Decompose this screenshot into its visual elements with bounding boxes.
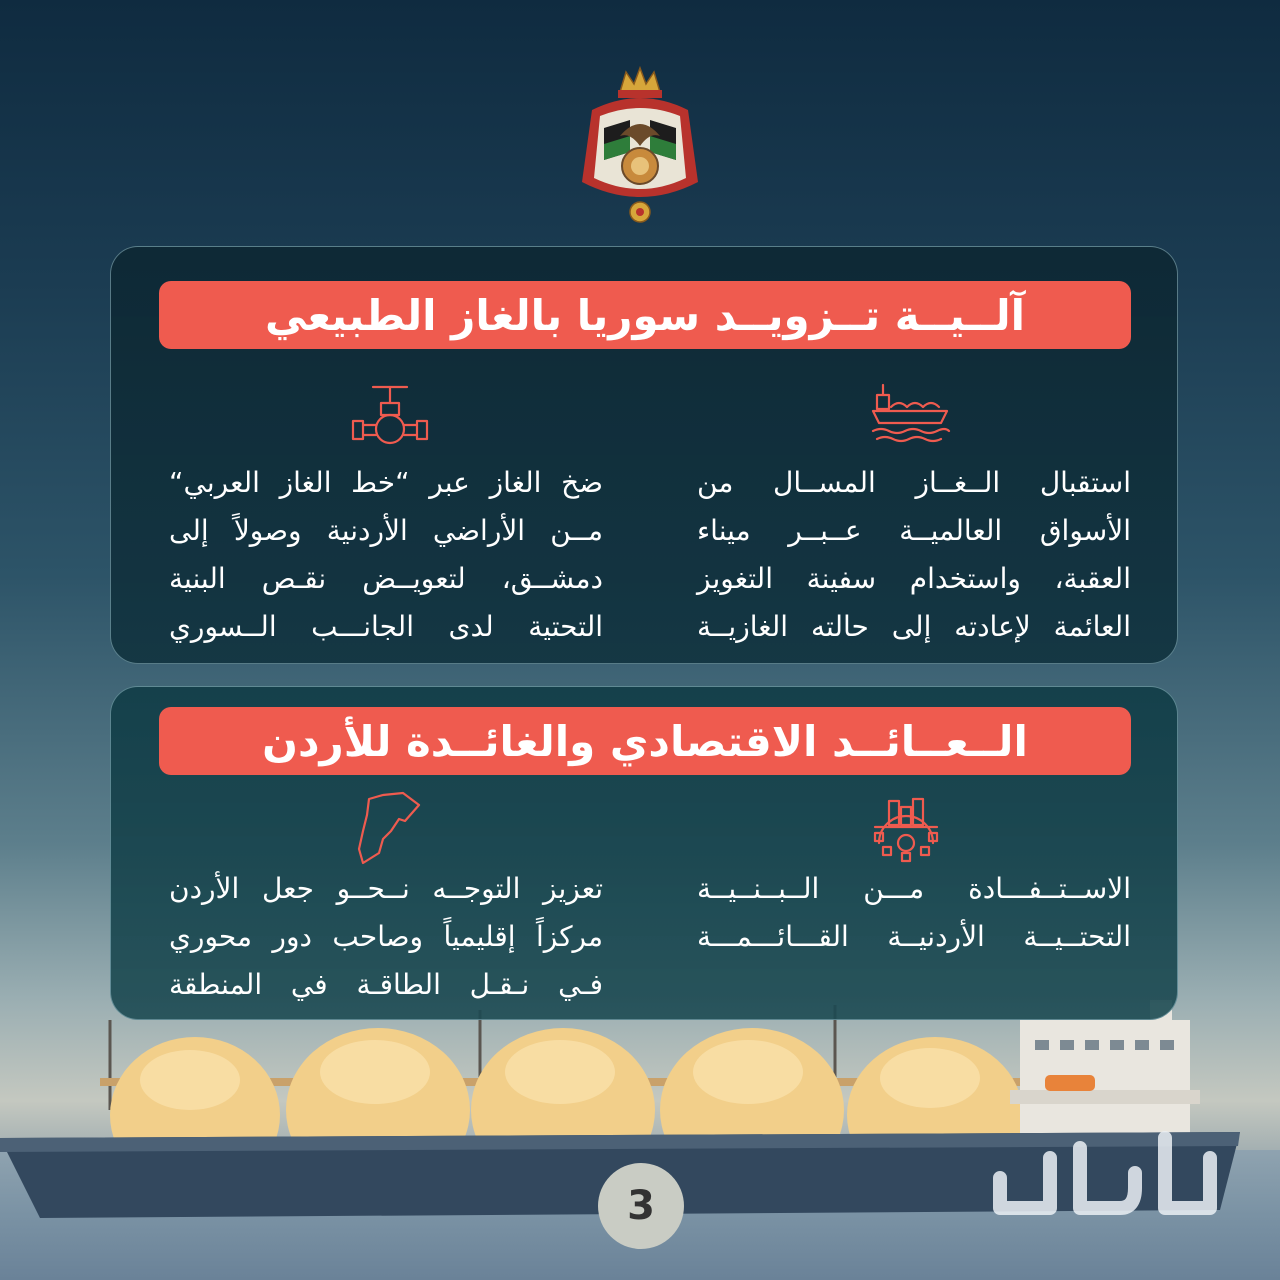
text-line: فـي نـقـل الطاقـة في المنطقة xyxy=(169,968,603,1001)
text-line: الأسواق العالميــة عــبــر ميناء xyxy=(697,514,1131,547)
text-line: مــن الأراضي الأردنية وصولاً إلى xyxy=(169,514,603,547)
text-line: ضخ الغاز عبر “خط الغاز العربي“ xyxy=(169,466,603,499)
pipeline-valve-icon xyxy=(349,381,431,447)
section-title: آلــيــة تــزويــد سوريا بالغاز الطبيعي xyxy=(264,290,1026,340)
jordan-map-icon xyxy=(353,791,425,865)
text-line: تعزيز التوجــه نــحــو جعل الأردن xyxy=(169,872,603,905)
text-line: مركزاً إقليمياً وصاحب دور محوري xyxy=(169,920,603,953)
text-line: التحتــيــة الأردنيــة القـــائـــمـــة xyxy=(697,920,1131,953)
text-line: التحتية لدى الجانـــب الــسوري xyxy=(169,610,603,643)
lng-ship-icon xyxy=(869,381,951,443)
infrastructure-gear-icon xyxy=(871,797,941,863)
regional-hub-text xyxy=(169,865,603,1009)
text-line: استقبال الــغــاز المســال من xyxy=(697,466,1131,499)
section-title: الــعــائــد الاقتصادي والغائــدة للأردن xyxy=(262,716,1028,766)
economic-benefit-panel xyxy=(110,686,1178,1020)
text-line: الاســتــفـــادة مـــن الــبــنــيــة xyxy=(697,872,1131,905)
news-agency-logo xyxy=(980,1118,1230,1228)
text-line: العائمة لإعادته إلى حالته الغازيــة xyxy=(697,610,1131,643)
jordan-coat-of-arms-icon xyxy=(570,62,710,234)
section-title-bar xyxy=(159,707,1131,775)
pipeline-text xyxy=(169,459,603,651)
supply-mechanism-panel xyxy=(110,246,1178,664)
page-number-badge xyxy=(598,1163,684,1249)
infrastructure-benefit-text xyxy=(697,865,1131,961)
section-title-bar xyxy=(159,281,1131,349)
text-line: العقبة، واستخدام سفينة التغويز xyxy=(697,562,1131,595)
text-line: دمشــق، لتعويــض نقـص البنية xyxy=(169,562,603,595)
lng-import-text xyxy=(697,459,1131,651)
page-number: 3 xyxy=(627,1183,655,1229)
